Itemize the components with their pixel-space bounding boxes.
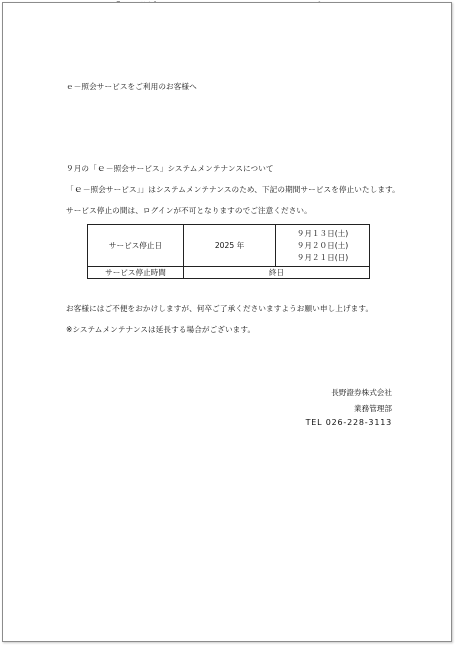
- schedule-table: [87, 224, 370, 279]
- company-name: 長野證券株式会社: [331, 388, 392, 397]
- p2-suffix: －照会サービス」」はシステムメンテナンスのため、下記の期間サービスを停止いたします。: [82, 185, 400, 194]
- stop-date: ９月２１日(日): [296, 252, 349, 262]
- phone-number: TEL 026-228-3113: [305, 418, 392, 427]
- p2-e-mark: ｅ: [73, 185, 83, 195]
- stop-time-label: サービス停止時間: [88, 267, 184, 279]
- paragraph-notice: [66, 185, 400, 195]
- stop-dates-cell: [276, 225, 370, 267]
- stop-date: ９月２０日(土): [296, 240, 349, 250]
- department-name: 業務管理部: [354, 404, 392, 413]
- table-row: [88, 225, 370, 267]
- stop-time-value: 終日: [184, 267, 370, 279]
- p1-prefix: ９月の「: [66, 164, 97, 173]
- paragraph-apology: お客様にはご不便をおかけしますが、何卒ご了承くださいますようお願い申し上げます。: [66, 304, 374, 313]
- document-page: [2, 2, 452, 642]
- stop-date: ９月１３日(土): [296, 228, 349, 238]
- stop-date-label: サービス停止日: [88, 225, 184, 267]
- p1-suffix: －照会サービス」システムメンテナンスについて: [105, 164, 274, 173]
- paragraph-subject: [66, 164, 274, 174]
- greeting: ｅ－照会サービスをご利用のお客様へ: [66, 82, 197, 91]
- table-row: [88, 267, 370, 279]
- p1-e-mark: ｅ: [96, 164, 106, 174]
- paragraph-login-warning: サービス停止の間は、ログインが不可となりますのでご注意ください。: [66, 206, 312, 215]
- p2-prefix: 「: [66, 185, 74, 194]
- stop-year: 2025 年: [184, 225, 276, 267]
- paragraph-extension-note: ※システムメンテナンスは延長する場合がございます。: [66, 325, 256, 334]
